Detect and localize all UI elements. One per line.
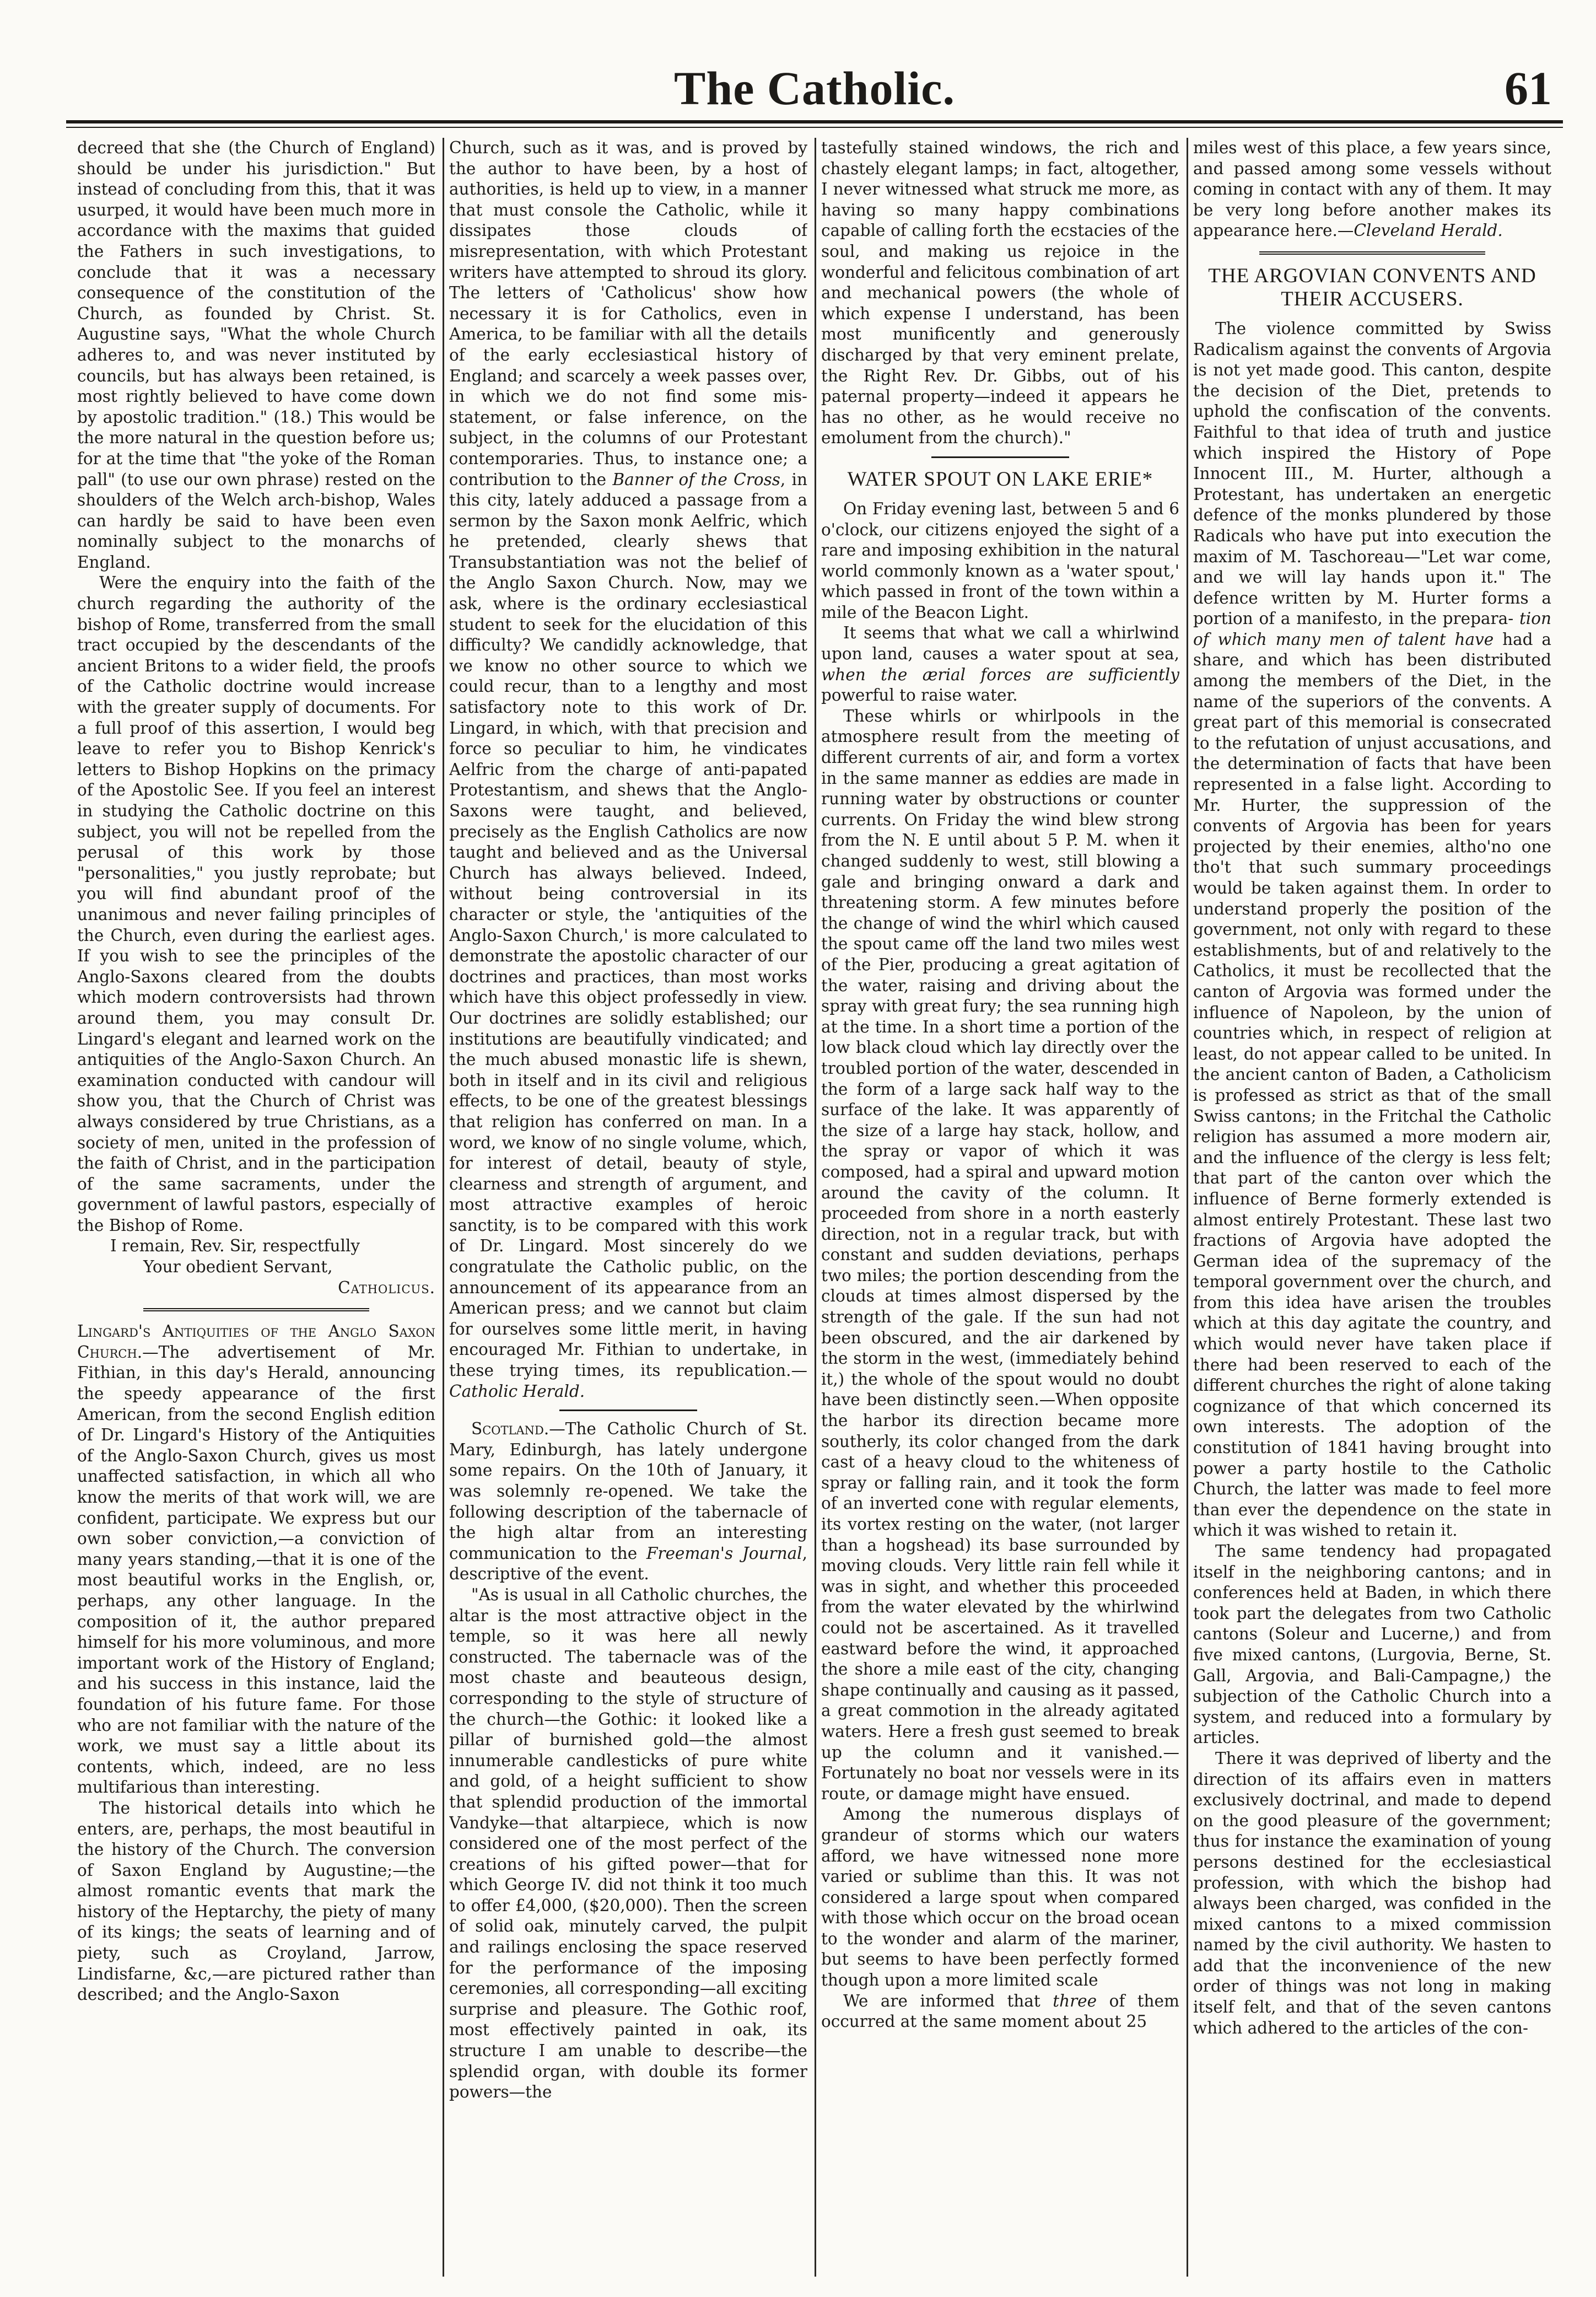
column-rule (443, 138, 444, 2277)
paragraph (77, 1321, 435, 1798)
paragraph (449, 138, 807, 1402)
letter-signature (77, 1278, 435, 1299)
paragraph (821, 623, 1179, 706)
text: , in this city, lately adduced a passage from a sermon by the Saxon monk Aelfric, which he pretended, clearly shews that Transubstantiation was not the belief of the Anglo Saxon Church. Now, may we ask, where is the ordinary ecclesiastical student to seek for the elucidation of this difficulty? We candidly acknowledge, that we know no other source to which we could recur, than to a lengthy and most satisfactory note to this work of Dr. Lingard, in which, with that precision and force so peculiar to him, he vindicates Aelfric from the charge of anti-papated Protestantism, and shews that the Anglo-Saxons were taught, and believed, precisely as the English Catholics are now taught and believed and as the Universal Church has always believed. Indeed, without being controversial in its character or style, the 'antiquities of the Anglo-Saxon Church,' is more calculated to demonstrate the apostolic character of our doctrines and practices, than most works which have this object professedly in view. Our doctrines are solidly established; our institutions are beautifully vindicated; and the much abused monastic life is shewn, both in itself and in its civil and religious effects, to be one of the greatest blessings that religion has conferred on man. In a word, we know of no single volume, which, for interest of detail, beauty of style, clearness and strength of argument, and most attractive examples of heroic sanctity, is to be compared with this work of Dr. Lingard. Most sincerely do we congratulate the Catholic public, on the announcement of its appearance from an American press; and we cannot but claim for ourselves some little merit, in having encouraged Mr. Fithian to undertake, in these trying times, its republication.— (449, 470, 807, 1380)
text: We are informed that (843, 1991, 1040, 2010)
article-title: Scotland. (471, 1419, 549, 1439)
paragraph (1193, 138, 1551, 241)
emphasis: when the ærial forces are sufficiently (821, 665, 1179, 684)
section-heading: WATER SPOUT ON LAKE ERIE* (847, 467, 1153, 491)
paragraph: Were the enquiry into the faith of the church regarding the authority of the bishop of Rome, transferred from the small tract occupied by the descendants of the ancient Britons to a wider field, the proofs of the Catholic doctrine would increase with the greater supply of documents. For a full proof of this assertion, I would beg leave to refer you to Bishop Kenrick's letters to Bishop Hopkins on the primacy of the Apostolic See. If you feel an interest in studying the Catholic doctrine on this subject, you will not be repelled from the perusal of this work by those "personalities," you justly reprobate; but you will find abundant proof of the unanimous and never failing principles of the Church, even during the earliest ages. If you wish to see the principles of the Anglo-Saxons cleared from the doubts which modern controversists had thrown around them, you may consult Dr. Lingard's elegant and learned work on the antiquities of the Anglo-Saxon Church. An examination conducted with candour will show you, that the Church of Christ was always considered by true Christians, as a society of men, united in the profession of the faith of Christ, and in the participation of the same sacraments, under the government of lawful pastors, especially of the Bishop of Rome. (77, 573, 435, 1235)
emphasis: three (1053, 1991, 1097, 2010)
section-divider (143, 1308, 369, 1311)
text: Church, such as it was, and is proved by the author to have been, by a host of authorities, is held up to view, in a manner that must console the Catholic, while it dissipates those clouds of misrepresentation, with which Protestant writers have attempted to shroud its glory. The letters of 'Catholicus' show how necessary it is for Catholics, even in America, to be familiar with all the details of the early ecclesiastical history of England; and scarcely a week passes over, in which we do not find some mis-statement, or false inference, on the subject, in the columns of our Protestant contemporaries. Thus, to instance one; a contribution to the (449, 138, 807, 489)
text: of them occurred at the same moment about 25 (821, 1991, 1179, 2031)
header-rule (66, 120, 1563, 128)
paragraph: On Friday evening last, between 5 and 6 o'clock, our citizens enjoyed the sight of a rare and imposing exhibition in the natural world commonly known as a 'water spout,' which passed in front of the town within a mile of the Beacon Light. (821, 499, 1179, 622)
page-number: 61 (1505, 62, 1552, 115)
text: —The advertisement of Mr. Fithian, in this day's Herald, announcing the speedy appearance of the first American, from the second English edition of Dr. Lingard's History of the Antiquities of the Anglo-Saxon Church, gives us most unaffected satisfaction, in which all who know the merits of that work will, we are confident, participate. We express but our own sober conviction,—a conviction of many years standing,—that it is one of the most beautiful works in the English, or, perhaps, any other language. In the composition of it, the author prepared himself for his more voluminous, and more important work of the History of England; and his success in this instance, laid the foundation of his future fame. For those who are not familiar with the nature of the work, we must say a little about its contents, which, indeed, are no less multifarious than interesting. (77, 1342, 435, 1797)
paragraph (821, 1991, 1179, 2032)
paragraph: The same tendency had propagated itself in the neighboring cantons; and in conferences held at Baden, in which there took part the delegates from two Catholic cantons (Soleur and Lucerne,) and from five mixed cantons, (Lurgovia, Berne, St. Gall, Argovia, and Bali-Campagne,) the subjection of the Catholic Church into a system, and reduced into a formulary by articles. (1193, 1542, 1551, 1747)
source-credit: Cleveland Herald. (1354, 221, 1503, 240)
paragraph: Among the numerous displays of grandeur of storms which our waters afford, we have witnessed none more varied or sublime than this. It was not considered a large spout when compared with those which occur on the broad ocean to the wonder and alarm of the mariner, but seems to have been perfectly formed though upon a more limited scale (821, 1805, 1179, 1990)
text: powerful to raise water. (821, 686, 1018, 705)
paragraph: There it was deprived of liberty and the direction of its affairs even in matters exclusively doctrinal, and made to depend on the good pleasure of the government; thus for instance the examination of young persons destined for the ecclesiastical profession, with which the bishop had always been charged, was confided in the mixed cantons to a mixed commission named by the civil authority. We hasten to add that the inconvenience of the new order of things was not long in making itself felt, and that of the seven cantons which adhered to the articles of the con- (1193, 1749, 1551, 2037)
section-heading: THE ARGOVIAN CONVENTS AND THEIR ACCUSERS. (1208, 264, 1536, 310)
text: The violence committed by Swiss Radicalism against the convents of Argovia is not yet made good. This canton, despite the decision of the Diet, pretends to uphold the confiscation of the convents. Faithful to that idea of truth and justice which inspired the History of Pope Innocent III., M. Hurter, although a Protestant, has undertaken an energetic defence of the monks plundered by those Radicals who have put into execution the maxim of M. Taschoreau—"Let war come, and we will lay hands upon it." The defence written by M. Hurter forms a portion of a manifesto, in the prepara- (1193, 319, 1551, 628)
publication-name: Banner of the Cross (612, 470, 780, 489)
paragraph (1193, 319, 1551, 1541)
letter-closing: Your obedient Servant, (143, 1257, 333, 1277)
column-rule (815, 138, 816, 2277)
source-credit: Catholic Herald. (449, 1381, 585, 1401)
column-2 (449, 138, 807, 2277)
letter-closing: I remain, Rev. Sir, respectfully (110, 1236, 360, 1256)
paragraph: These whirls or whirlpools in the atmosphere result from the meeting of different currents of air, and form a vortex in the same manner as eddies are made in running water by obstructions or counter currents. On Friday the wind blew strong from the N. E until about 5 P. M. when it changed suddenly to west, still blowing a gale and bringing onward a dark and threatening storm. A few minutes before the change of wind the whirl which caused the spout came off the land two miles west of the Pier, producing a great agitation of the water, raising and driving about the spray with great fury; the sea running high at the time. In a short time a portion of the low black cloud which lay directly over the troubled portion of the water, descended in the form of a large sack half way to the surface of the lake. It was apparently of the size of a large hay stack, hollow, and the spray or vapor of which it was composed, had a spiral and upward motion around the cavity of the column. It proceeded from shore in a north easterly direction, not in a regular track, but with constant and sudden deviations, perhaps two miles; the portion descending from the clouds at times almost dispersed by the strength of the gale. If the sun had not been obscured, and the air darkened by the storm in the west, (immediately behind it,) the whole of the spout would no doubt have been distinctly seen.—When opposite the harbor its direction became more southerly, its color changed from the dark cast of a heavy cloud to the whiteness of spray or falling rain, and it took the form of an inverted cone with regular elements, its vortex resting on the water, (not larger than a hogshead) its base surrounded by moving clouds. Very little rain fell while it was in sight, and whether this proceeded from the water elevated by the whirlwind could not be ascertained. As it travelled eastward before the wind, it approached the shore a mile east of the city, changing shape continually and causing as it passed, a great commotion in the already agitated waters. Here a fresh gust seemed to break up the column and it vanished.—Fortunately no boat nor vessels were in its route, or damage might have ensued. (821, 706, 1179, 1803)
text: had a share, and which has been distributed among the members of the Diet, in the name of the superiors of the convents. A great part of this memorial is consecrated to the refutation of unjust accusations, and the determination of facts that have been represented in a false light. According to Mr. Hurter, the suppression of the convents of Argovia has been for years projected by their enemies, altho'no one tho't that such summary proceedings would be taken against them. In order to understand properly the position of the government, not only with regard to these establishments, but of and relatively to the Catholics, it must be recollected that the canton of Argovia was formed under the influence of Napoleon, by the union of countries which, in respect of religion at least, do not appear called to be united. In the ancient canton of Baden, a Catholicism is professed as strict as that of the small Swiss cantons; in the Fritchal the Catholic religion has assumed a more modern air, and the influence of the clergy is less felt; that part of the canton over which the influence of Berne formerly extended is almost entirely Protestant. These last two fractions of Argovia have adopted the German idea of the supremacy of the temporal government over the church, and from this idea have arisen the troubles which at this day agitate the country, and which would never have taken place if there had been reserved to each of the different churches the right of alone taking cognizance of that which concerned its own interests. The adoption of the constitution of 1841 having brought into power a party hostile to the Catholic Church, the latter was made to feel more than ever the dependence on the state in which it was wished to retain it. (1193, 630, 1551, 1540)
paragraph: decreed that she (the Church of England) should be under his jurisdiction." But instead of concluding from this, that it was usurped, it would have been much more in accordance with the maxims that guided the Fathers in such investigations, to conclude that it was a necessary consequence of the constitution of the Church, as founded by Christ. St. Augustine says, "What the whole Church adheres to, and was never instituted by councils, but has always been retained, is most rightly believed to have come down by apostolic tradition." (18.) This would be the more natural in the question before us; for at the time that "the yoke of the Roman pall" (to use our own phrase) rested on the shoulders of the Welch arch-bishop, Wales can hardly be said to have been even nominally subject to the monarchs of England. (77, 138, 435, 572)
text: —The Catholic Church of St. Mary, Edinburgh, has lately undergone some repairs. On the 10th of January, it was solemnly re-opened. We take the following description of the tabernacle of the high altar from an interesting communication to the (449, 1419, 807, 1563)
page-title: The Catholic. (674, 62, 955, 115)
paragraph: The historical details into which he enters, are, perhaps, the most beautiful in the history of the Church. The conversion of Saxon England by Augustine;—the almost romantic events that mark the history of the Heptarchy, the piety of many of its kings; the seats of learning and of piety, such as Croyland, Jarrow, Lindisfarne, &c,—are pictured rather than described; and the Anglo-Saxon (77, 1798, 435, 2004)
paragraph (449, 1419, 807, 1585)
text: , descriptive of the event. (449, 1543, 807, 1584)
column-1 (77, 138, 435, 2277)
column-3 (821, 138, 1179, 2277)
text: It seems that what we call a whirlwind upon land, causes a water spout at sea, (821, 623, 1179, 664)
publication-name: Freeman's Journal (646, 1543, 802, 1563)
section-divider (931, 456, 1069, 458)
column-rule (1187, 138, 1188, 2277)
masthead (66, 61, 1563, 127)
paragraph: tastefully stained windows, the rich and chastely elegant lamps; in fact, altogether, I never witnessed what struck me more, as having so many happy combinations capable of calling forth the ecstacies of the soul, and making us rejoice in the wonderful and felicitous combination of art and mechanical powers (the whole of which expense I understand, has been most munificently and generously discharged by that very eminent prelate, the Right Rev. Dr. Gibbs, out of his paternal property—indeed it appears he has no other, as he would receive no emolument from the church)." (821, 138, 1179, 448)
signature-name: Catholicus. (338, 1278, 435, 1297)
paragraph: "As is usual in all Catholic churches, the altar is the most attractive object in the temple, so it was here all newly constructed. The tabernacle was of the most chaste and beauteous design, corresponding to the style of structure of the church—the Gothic: it looked like a pillar of burnished gold—the almost innumerable candlesticks of pure white and gold, of a height sufficient to show that splendid production of the immortal Vandyke—that altarpiece, which is now considered one of the most perfect of the creations of his gifted power—that for which George IV. did not think it too much to offer £4,000, ($20,000). Then the screen of solid oak, minutely carved, the pulpit and railings enclosing the space reserved for the performance of the imposing ceremonies, all corresponding—all exciting surprise and pleasure. The Gothic roof, most effectively painted in oak, its structure I am unable to describe—the splendid organ, with double its former powers—the (449, 1585, 807, 2102)
column-4 (1193, 138, 1551, 2277)
section-divider (1259, 251, 1485, 255)
article-title: Lingard's Antiquities of the Anglo Saxon Church. (77, 1322, 435, 1362)
emphasis: tion of which many men of talent have (1193, 609, 1551, 649)
text: miles west of this place, a few years since, and passed among some vessels without coming in contact with any of them. It may be very long before another makes its appearance here.— (1193, 138, 1551, 240)
section-divider (559, 1410, 697, 1411)
